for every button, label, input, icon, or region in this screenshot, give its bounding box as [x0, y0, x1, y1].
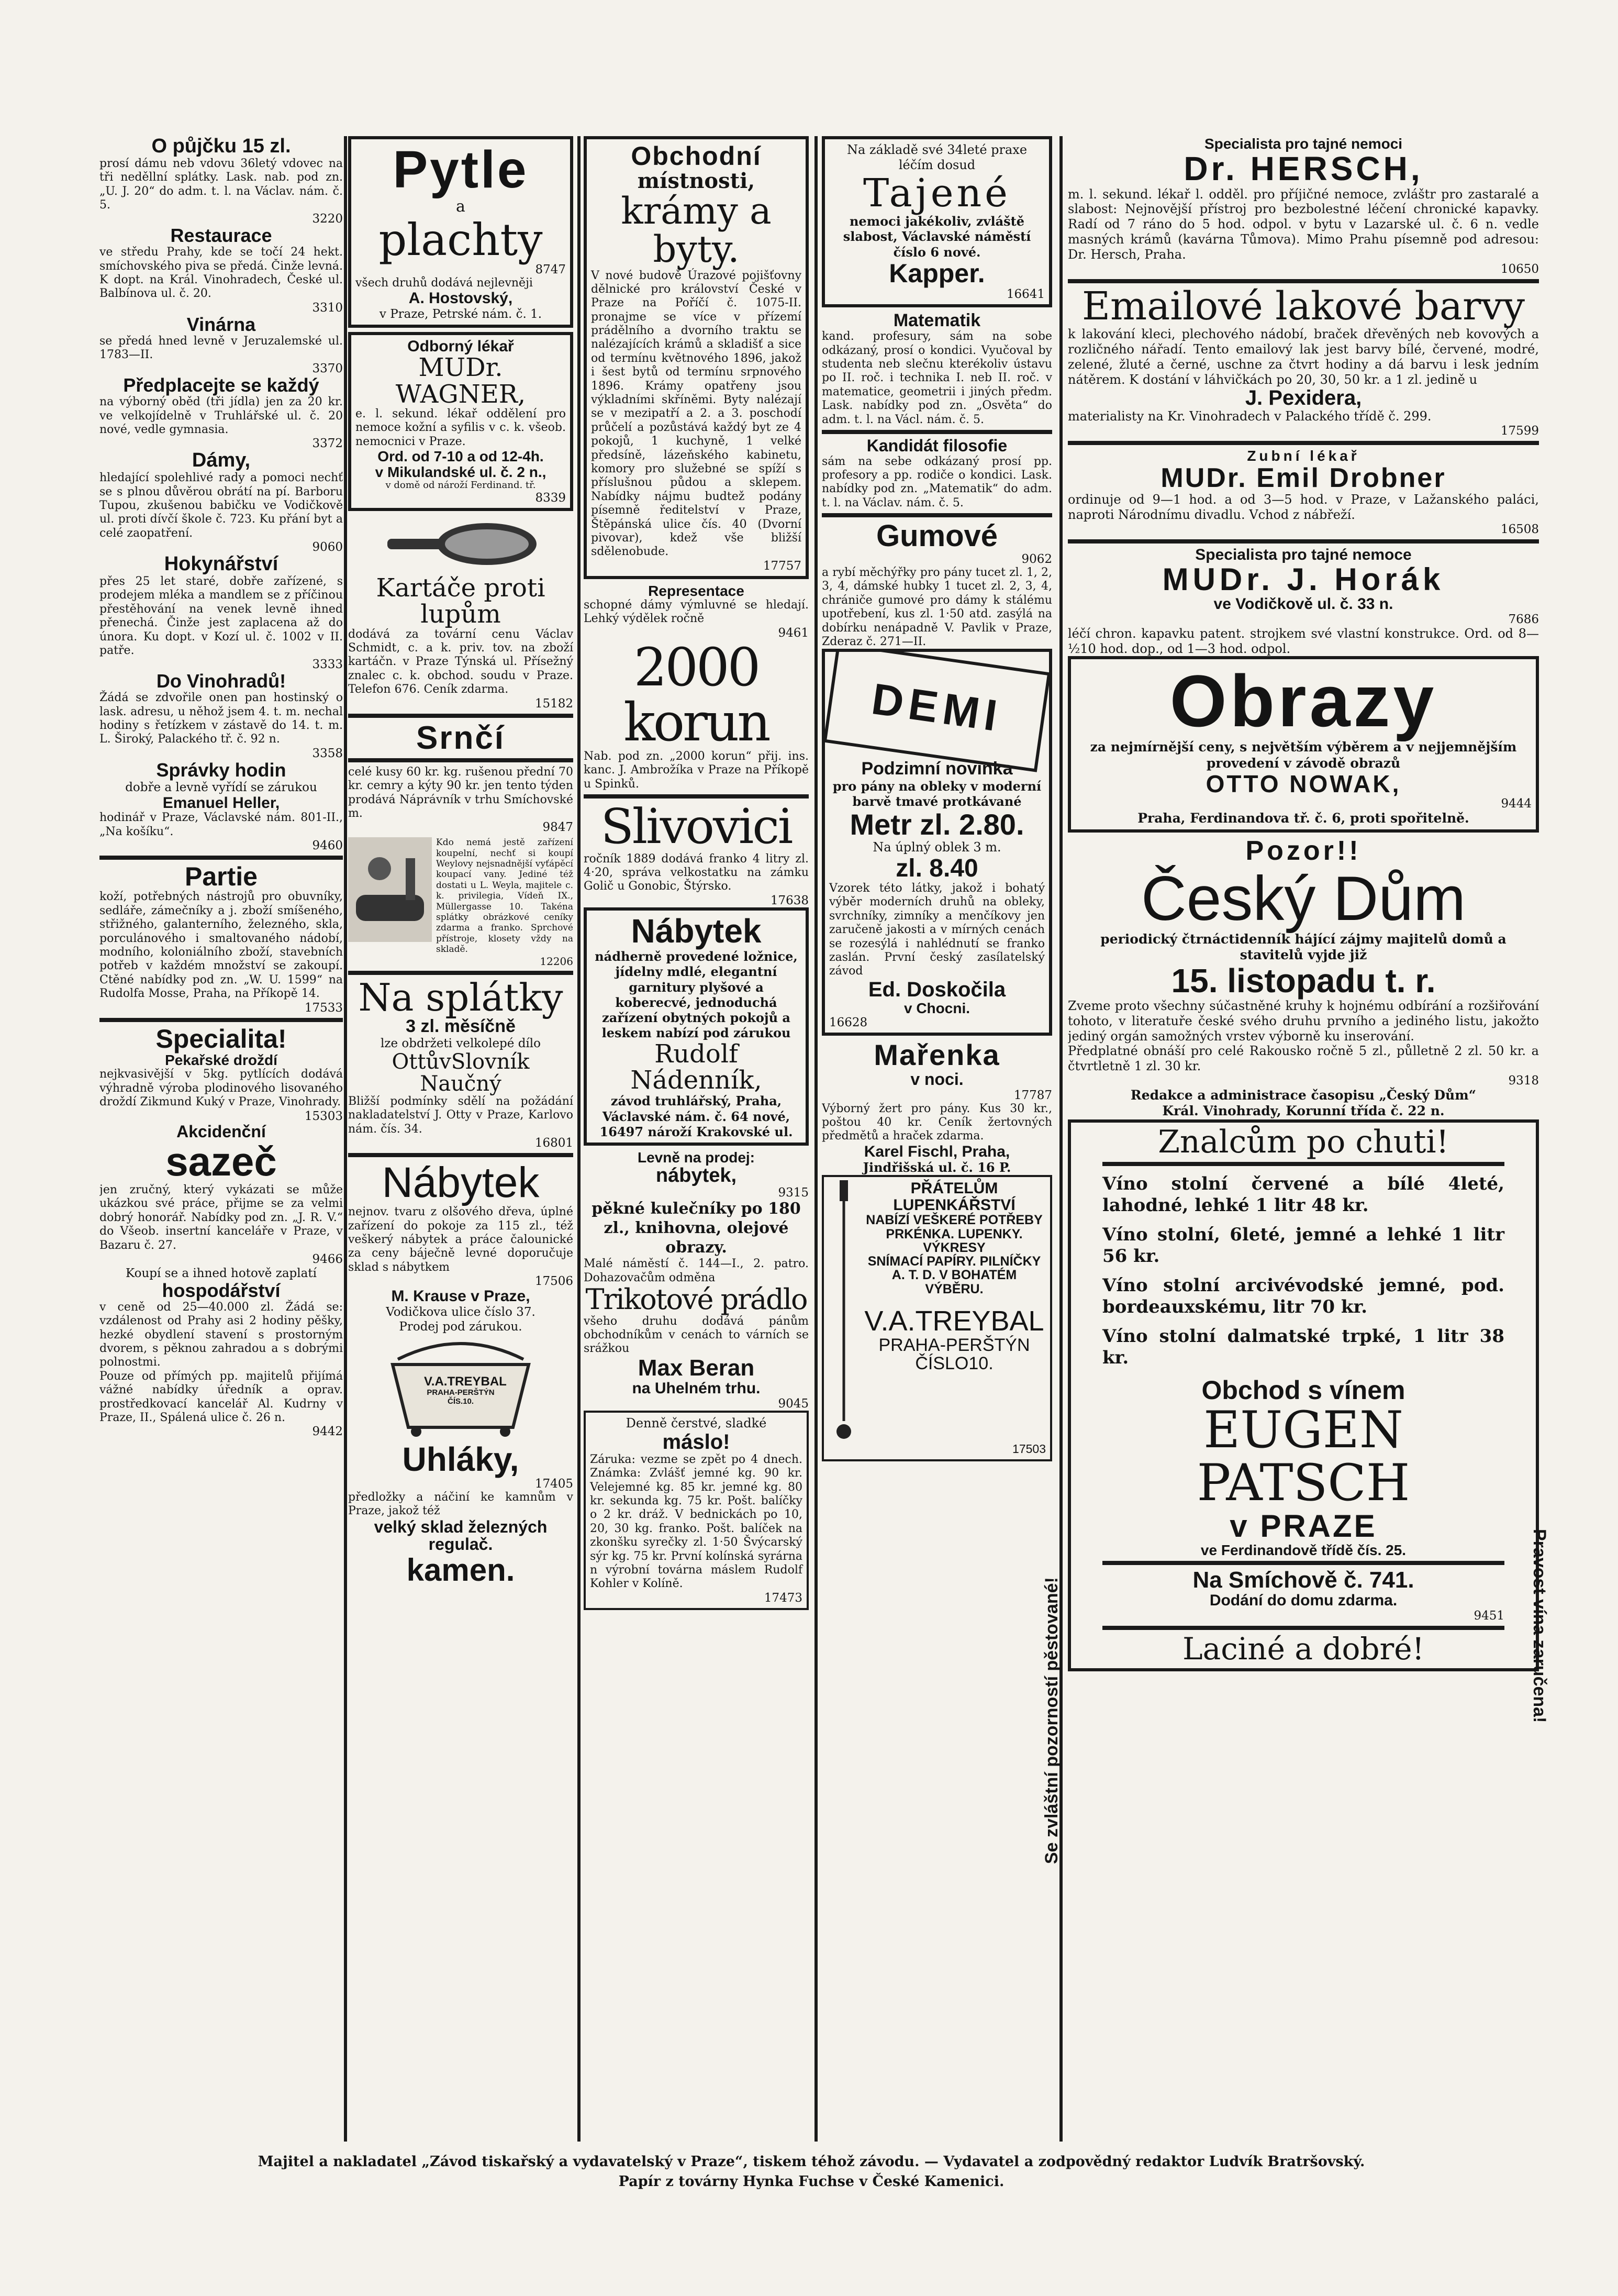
- ad-title: Emailové lakové barvy: [1081, 283, 1525, 329]
- ad-body: dodává za tovární cenu Václav Schmidt, c. a k. priv. tov. na zboží kartáčn. v Praze Týnská ul. Přísežný znalec c. k. obchod. soudu v Praze. Telefon 676. Ceník zdarma.: [348, 627, 573, 696]
- ad-pre: Pozor!!: [1245, 836, 1362, 867]
- ad-title-2: místnosti,: [637, 168, 755, 193]
- ad-number: 9062: [1021, 552, 1052, 566]
- ad-title: Nábytek: [631, 912, 762, 950]
- ad-name: Rudolf Nádenník,: [630, 1039, 762, 1095]
- ad-shops-flats: [584, 136, 809, 579]
- divider: [99, 1018, 343, 1022]
- column-3: [584, 136, 809, 2142]
- column-rule: [814, 136, 818, 2142]
- ad-number: 9847: [542, 820, 573, 835]
- ad-body: Nab. pod zn. „2000 korun“ přij. ins. kanc. J. Ambrožíka v Praze na Příkopě u Spinků.: [584, 749, 809, 791]
- ad-name: J. Pexidera,: [1245, 386, 1362, 410]
- ad-big-word: Tajené: [863, 170, 1011, 216]
- ad-body: na výborný oběd (tři jídla) jen za 20 kr. ve velkojídelně v Truhlářské ul. č. 20 nové, vedle gymnasia.: [99, 395, 343, 436]
- ad-installments: [348, 975, 573, 1150]
- ad-number: 15182: [534, 696, 573, 711]
- ad-delivery: Dodání do domu zdarma.: [1209, 1592, 1398, 1610]
- ad-body-2: materialisty na Kr. Vinohradech v Palackého třídě č. 299.: [1068, 409, 1432, 424]
- fret-name: V.A.TREYBAL: [864, 1305, 1044, 1337]
- ad-body-2: Na úplný oblek 3 m.: [873, 840, 1001, 855]
- ad-body: se předá hned levně v Jeruzalemské ul. 1783—II.: [99, 334, 343, 361]
- stamp-number: ČÍS.10.: [447, 1396, 474, 1406]
- ad-knitwear: [584, 1285, 809, 1411]
- ad-name: Emanuel Heller,: [162, 794, 280, 812]
- ad-body: hodinář v Praze, Václavské nám. 801-II., „Na košíku“.: [99, 811, 343, 838]
- coal-scuttle-illustration-icon: [377, 1338, 544, 1438]
- wine-item: Víno stolní arcivévodské jemné, pod. bordeauxskému, litr 70 kr.: [1102, 1274, 1504, 1318]
- stamp-name: V.A.TREYBAL: [424, 1374, 507, 1389]
- ad-body: předložky a náčiní ke kamnům v Praze, jakož též: [348, 1490, 573, 1518]
- ad-number: 3358: [312, 746, 343, 760]
- ad-body: pěkné kulečníky po 180 zl., knihovna, olejové obrazy.: [592, 1200, 801, 1257]
- ad-address: v Mikulandské ul. č. 2 n.,: [375, 463, 546, 480]
- ad-number: 7686: [1508, 612, 1539, 626]
- ad-big-word: sazeč: [165, 1138, 277, 1185]
- ad-body: ročník 1889 dodává franko 4 litry zl. 4·20, správa velkostatku na zámku Golič u Gonobic, Štýrsko.: [584, 852, 809, 893]
- ad-wine-bar: [99, 315, 343, 376]
- ad-address: Praha, Ferdinandova tř. č. 6, proti spořitelně.: [1137, 810, 1469, 826]
- ad-subtitle: Pekařské droždí: [165, 1052, 277, 1069]
- ad-pre: Specialista pro tajné nemoci: [1204, 136, 1403, 152]
- ad-title: Representace: [648, 582, 744, 599]
- ad-number: 3310: [312, 301, 343, 315]
- ad-and: a: [456, 197, 465, 216]
- ad-title: Obrazy: [1169, 660, 1437, 742]
- ad-big-word: Slivovici: [600, 798, 792, 855]
- ad-name: Ed. Doskočila: [868, 978, 1006, 1001]
- ad-number: 9318: [1508, 1073, 1539, 1088]
- fretsaw-icon: [828, 1180, 860, 1442]
- ad-number: 3220: [312, 212, 343, 226]
- ad-body: pro pány na obleky v moderní barvě tmavé protkávané: [832, 779, 1042, 809]
- fret-line: PRKÉNKA. LUPENKY. VÝKRESY: [886, 1226, 1023, 1255]
- imprint-footer: [157, 2152, 1466, 2192]
- divider: [1068, 441, 1539, 445]
- ad-address: ve Vodičkově ul. č. 33 n.: [1213, 595, 1393, 613]
- ad-watch-repair: [99, 760, 343, 852]
- ad-number: 8747: [535, 262, 566, 276]
- ad-title: Kandidát filosofie: [866, 436, 1008, 455]
- ad-enamel-paints: [1068, 283, 1539, 438]
- ad-big-word: 2000 korun: [623, 636, 769, 753]
- ad-title: Pytle: [393, 140, 529, 199]
- ad-number: 17503: [1012, 1442, 1046, 1456]
- ad-title: Do Vinohradů!: [156, 670, 286, 692]
- ad-body: jen zručný, který vykázati se může ukázkou své práce, přijme se za velmi dobrý honorář. Nabídky pod zn. „J. R. V.“ do Všeob. insertní kanceláře v Praze, v Bazaru č. 27.: [99, 1183, 343, 1252]
- ad-title: nábytek,: [655, 1164, 737, 1186]
- ad-number: 9315: [778, 1186, 809, 1200]
- demi-banner: [823, 649, 1051, 772]
- ad-title: Hokynářství: [164, 553, 278, 575]
- ad-pre: Specialista pro tajné nemoce: [1195, 546, 1412, 563]
- ad-vinohrady: [99, 671, 343, 760]
- ad-title: Český Dům: [1141, 863, 1466, 934]
- ad-number: 10650: [1500, 262, 1539, 276]
- wine-vertical-text-left: Se zvláštní pozorností pěstované!: [1042, 1577, 1062, 1864]
- ad-big-word: velký sklad železných regulač.: [374, 1517, 548, 1554]
- ad-number: 3372: [312, 437, 343, 451]
- ad-number: 9461: [778, 626, 809, 640]
- ad-yeast: [99, 1025, 343, 1123]
- ad-body: hledající spolehlivé rady a pomoci nechť se s plnou důvěrou obrátí na pí. Barboru Tupou, zkušenou babičku ve Vodičkově ul. proti dívčí škole č. 723. Ku přání byt a celé zaopatření.: [99, 471, 343, 540]
- ad-title: Nábytek: [382, 1159, 540, 1207]
- ad-address: Jindřišská ul. č. 16 P.: [863, 1160, 1011, 1175]
- ad-title: O půjčku 15 zl.: [151, 136, 291, 157]
- ad-sacks: [348, 136, 573, 328]
- ad-number: 12206: [540, 955, 573, 968]
- ad-number: 17599: [1500, 424, 1539, 438]
- ad-dr-hersch: [1068, 136, 1539, 276]
- ad-end: Laciné a dobré!: [1182, 1631, 1424, 1667]
- ad-title: Srnčí: [416, 719, 506, 756]
- ad-number: 17638: [770, 893, 809, 907]
- ad-body: přes 25 let staré, dobře zařízené, s prodejem mléka a mandlem se z příčinou přestěhování na venek levně ihned přenechá. Činže jest zaplacena až do února. Ku dopt. v Kozí ul. č. 1002 v II. patře.: [99, 575, 343, 658]
- ad-demi-cloth: [822, 649, 1052, 1036]
- column-4: [822, 136, 1052, 2142]
- ad-date: 15. listopadu t. r.: [1171, 961, 1436, 1000]
- column-5: [1068, 136, 1539, 2142]
- ad-title: Partie: [185, 861, 258, 891]
- ad-address: v Chocni.: [903, 1000, 970, 1016]
- ad-body: Žádá se zdvořile onen pan hostinský o lask. adresu, u něhož jsem 4. t. m. nechal hodiny s řetízkem v zástavě do 14. t. m. L. Široký, Palackého tř. č. 92 n.: [99, 691, 343, 746]
- ad-title: Kartáče proti lupům: [376, 573, 545, 629]
- fret-number: ČÍSLO10.: [915, 1354, 994, 1374]
- divider: [1102, 1162, 1504, 1166]
- ad-bathtub: [348, 837, 573, 955]
- ad-body-3: Předplatné obnáší pro celé Rakousko ročně 5 zl., půlletně 2 zl. 50 kr. a čtvrtletně 1 zl. 30 kr.: [1068, 1044, 1539, 1074]
- ad-subtitle: 3 zl. měsíčně: [406, 1016, 516, 1037]
- ad-body: nádherně provedené ložnice, jídelny mdlé, elegantní garnitury plyšové a koberecvé, jednoduchá zařízení obytných pokojů a leskem nabízí pod zárukou: [595, 949, 798, 1041]
- divider: [822, 513, 1052, 517]
- ad-big-word: DEMI: [868, 674, 1006, 741]
- ad-name: Kapper.: [889, 259, 985, 289]
- fret-line: PŘÁTELŮM LUPENKÁŘSTVÍ: [893, 1180, 1016, 1214]
- ad-2000-korun: [584, 636, 809, 791]
- ad-body-2: Bližší podmínky sdělí na požádání nakladatelství J. Otty v Praze, Karlovo nám. čís. 34.: [348, 1094, 573, 1136]
- ad-doctor-wagner: [348, 332, 573, 511]
- ad-number: 16801: [534, 1136, 573, 1150]
- brush-icon: [382, 515, 539, 573]
- ad-title: Mařenka: [874, 1038, 1000, 1072]
- ad-body-2: Pouze od přímých pp. majitelů přijímá vážné nabídky úředník a oprav. prostředkovací kancelář Al. Kudrny v Praze, II., Spálená ulice č. 26 n.: [99, 1369, 343, 1425]
- ad-body: celé kusy 60 kr. kg. rušenou přední 70 kr. cemry a kýty 90 kr. jen tento týden prodává Náprávník v trhu Smíchovské m.: [348, 765, 573, 820]
- ad-body: m. l. sekund. lékař l. odděl. pro příjičné nemoce, zvláštr pro zastaralé a slabost: Nejnovější přístroj pro bezbolestné léčení chronické kapavky. Radí od 7 ráno do 5 hod. odpol. v bytu v Lazarské ul. č. 6 n. vedle masných krámů (kavárna Tůmova). Mimo Prahu písemně pod adresou: Dr. Hersch, Praha.: [1068, 186, 1539, 262]
- ad-branch: Na Smíchově č. 741.: [1192, 1567, 1414, 1593]
- ad-philosophy-candidate: [822, 437, 1052, 510]
- ad-title: Trikotové prádlo: [585, 1283, 807, 1316]
- ad-subtitle: dobře a levně vyřídí se zárukou: [125, 780, 317, 794]
- ad-number: 17506: [534, 1274, 573, 1289]
- ad-body: V nové budově Úrazové pojišťovny dělnické pro království České v Praze na Poříčí č. 1075-II. pronajme se více v přízemí prádělního a dvorního traktu se nalézajících krámů a skladišť a sice od termínu květnového 1896, jakož i šest bytů od termínu srpnového 1896. Krámy opatřeny jsou výkladními skříněmi. Byty nalézají se v mezipatří a 2. a 3. poschodí průčelí a pozůstává každý byt ze 4 pokojů, 1 kuchyně, 1 velké předsíně, lázeňského kabinetu, komory pro služebné se spíží s příslušnou půdou a sklepem. Nabídky nájmu budtež podány písemně ředitelství v Praze, Štěpánská ulice čís. 40 (Dvorní pivovar), kdež vše bližší sdělenobude.: [591, 269, 801, 559]
- ad-body: kand. profesury, sám na sobe odkázaný, prosí o kondici. Vyučoval by studenta neb slečnu kterékoliv ústavu po II. roč. i technika I. neb II. roč. v matematice, geometrii i jiných předm. Lask. nabídky pod zn. „Osvěta“ do adm. t. l. na Václ. nám. č. 5.: [822, 330, 1052, 426]
- ad-number: 9460: [312, 838, 343, 852]
- ad-number: 9060: [312, 540, 343, 554]
- ad-title: MUDr. J. Horák: [1162, 562, 1445, 597]
- ad-number: 17405: [534, 1477, 573, 1491]
- imprint-line: Majitel a nakladatel „Závod tiskařský a vydavatelský v Praze“, tiskem téhož závodu. — Vydavatel a zodpovědný redaktor Ludvík Bratršovský.: [258, 2154, 1365, 2170]
- ad-furniture-nadennik: [584, 907, 809, 1146]
- ad-body: nemoci jakékoliv, zvláště slabost, Václavské náměstí číslo 6 nové.: [843, 214, 1031, 260]
- ad-number: 16641: [1006, 287, 1045, 301]
- ad-city: v PRAZE: [1230, 1508, 1377, 1544]
- ad-ladies: [99, 450, 343, 554]
- ad-name: OTTO NOWAK,: [1206, 770, 1401, 798]
- ad-title: Předplacejte se každý: [123, 374, 319, 396]
- ad-number: 17787: [1013, 1088, 1052, 1102]
- ad-body: e. l. sekund. lékař oddělení pro nemoce kožní a syfilis v c. k. všeob. nemocnici v Praze.: [355, 407, 566, 448]
- ad-farm: [99, 1266, 343, 1438]
- ad-number: 9045: [778, 1396, 809, 1411]
- ad-mathematician: [822, 312, 1052, 427]
- divider: [584, 794, 809, 798]
- ad-body: a rybí měchýřky pro pány tucet zl. 1, 2, 3, 4, dámské hubky 1 tucet zl. 2, 3, 4, chrániče gumové pro dámy k stálému upotřebení, kus zl. 1·50 atd. zasýlá na dobírku nenápadně V. Pavlik v Praze, Zderaz č. 271—II.: [822, 565, 1052, 648]
- ad-note: v domě od nároží Ferdinand. tř.: [385, 479, 536, 491]
- ad-title: Na splátky: [358, 975, 563, 1019]
- column-rule: [344, 136, 347, 2142]
- ad-title: Obchodní: [631, 141, 762, 171]
- ad-shop: Obchod s vínem: [1201, 1375, 1405, 1405]
- ad-address: Král. Vinohrady, Korunní třída č. 22 n.: [1162, 1103, 1445, 1119]
- ad-body: k lakování kleci, plechového nádobí, braček dřevěných neb kovových a rozličného nářadí. Tento emailový lak jest barvy bílé, červené, modré, zelené, žluté a černé, uschne za čtvrt hodiny a dá barvu i lesk jedním nátěrem. K dostání v láhvičkách po 20, 30, 50 kr. a 1 zl. jedině u: [1068, 327, 1539, 387]
- ad-title: MUDr. Emil Drobner: [1161, 462, 1446, 493]
- ad-number: 9451: [1474, 1609, 1504, 1623]
- ad-title: Znalcům po chuti!: [1158, 1123, 1449, 1160]
- divider: [348, 714, 573, 718]
- ad-address: na Uhelném trhu.: [632, 1380, 761, 1397]
- ad-body: schopné dámy výmluvné se hledají. Lehký výdělek ročně: [584, 598, 809, 626]
- ad-body: Výborný žert pro pány. Kus 30 kr., poštou 40 kr. Ceník žertovných předmětů a hraček zdarma.: [822, 1102, 1052, 1143]
- ad-fretwork-treybal: [822, 1175, 1052, 1461]
- ad-body: ve středu Prahy, kde se točí 24 hekt. smíchovského piva se předá. Činže levná. K dopt. na Král. Vinohradech, České ul. Balbínova ul. č. 20.: [99, 246, 343, 301]
- ad-big-word: OttůvSlovník Naučný: [392, 1049, 530, 1096]
- ad-hours: Ord. od 7-10 a od 12-4h.: [377, 448, 544, 465]
- ad-address: v Praze, Petrské nám. č. 1.: [379, 307, 542, 321]
- ad-title: Správky hodin: [156, 759, 286, 781]
- ad-wine-patsch: [1068, 1119, 1539, 1671]
- ad-name: M. Krause v Praze,: [391, 1288, 530, 1305]
- ad-marenka: [822, 1040, 1052, 1175]
- ad-title: Gumové: [876, 519, 998, 553]
- ad-number: 17533: [304, 1001, 343, 1015]
- ad-pre: Denně čerstvé, sladké: [626, 1415, 767, 1430]
- ad-title: Dr. HERSCH,: [1184, 150, 1423, 188]
- ad-number: 9442: [312, 1425, 343, 1439]
- ad-representation: [584, 583, 809, 640]
- ad-obrazy-nowak: [1068, 656, 1539, 833]
- ad-venison: [348, 714, 573, 835]
- ad-name: Max Beran: [638, 1355, 755, 1381]
- ad-slivovice: [584, 798, 809, 907]
- ad-price-2: zl. 8.40: [896, 854, 978, 882]
- ad-body: Kdo nemá jestě zařízení koupelní, nechť si koupí Weylovy nejsnadnější vyťápěcí koupací vany. Jediné též dostati u L. Weyla, majitele c. k. privilegia, Vídeň IX., Müllergasse 10. Takéna splátky obrázkové ceníky zdarma a franko. Sprchové přístroje, klosety vždy na skladě.: [436, 837, 573, 955]
- wine-item: Víno stolní červené a bílé 4leté, lahodné, lehké 1 litr 48 kr.: [1102, 1173, 1504, 1216]
- ad-body: prosí dámu neb vdovu 36letý vdovec na tři neděllní splátky. Lask. nab. pod zn. „U. J. 20“ do adm. t. l. na Václav. nám. č. 5.: [99, 157, 343, 212]
- stamp-place: PRAHA-PERŠTÝN: [427, 1388, 495, 1397]
- ad-name: EUGEN PATSCH: [1197, 1401, 1410, 1513]
- ad-secret-diseases-kapper: [822, 136, 1052, 307]
- ad-price: Metr zl. 2.80.: [850, 807, 1024, 841]
- ad-body: sám na sebe odkázaný prosí pp. profesory a pp. rodiče o kondici. Lask. nabídky pod zn. „Matematik“ do adm. t. l. na Václav. nám. č. 5.: [822, 454, 1052, 509]
- ad-subtitle: v noci.: [910, 1069, 964, 1089]
- ad-title-2: plachty: [378, 214, 543, 265]
- column-rule: [577, 136, 581, 2142]
- ad-number: 17757: [763, 559, 801, 573]
- divider: [348, 1153, 573, 1157]
- ad-address: Vodičkova ulice číslo 37.: [386, 1305, 535, 1319]
- ad-number: 16508: [1500, 522, 1539, 536]
- ad-number: 9444: [1501, 796, 1532, 811]
- ad-body: ordinuje od 9—1 hod. a od 3—5 hod. v Praze, v Lažanského paláci, naproti Národnímu divadlu. Vchod z nábřeží.: [1068, 492, 1539, 523]
- fret-line: A. T. D. V BOHATÉM VÝBĚRU.: [891, 1268, 1017, 1296]
- ad-end: kamen.: [406, 1552, 515, 1588]
- ad-coal-scuttles: [348, 1338, 573, 1587]
- divider: [1068, 279, 1539, 283]
- ad-name: MUDr. WAGNER,: [395, 353, 526, 409]
- divider: [348, 758, 573, 762]
- ad-title: máslo!: [662, 1430, 730, 1454]
- ad-cesky-dum: [1068, 837, 1539, 1119]
- ad-address: ve Ferdinandově třídě čís. 25.: [1200, 1541, 1407, 1558]
- ad-body-4: Redakce a administrace časopisu „Český Dům“: [1130, 1087, 1477, 1103]
- ad-number: 15303: [304, 1109, 343, 1123]
- wine-item: Víno stolní, 6leté, jemné a lehké 1 litr 56 kr.: [1102, 1224, 1504, 1267]
- ad-lunch: [99, 375, 343, 450]
- ad-title: Specialita!: [155, 1024, 287, 1053]
- ad-title: Uhláky,: [402, 1440, 519, 1478]
- ad-number: 3333: [312, 658, 343, 672]
- ad-title: Vinárna: [186, 313, 256, 335]
- ad-number: 8339: [535, 491, 566, 505]
- ad-brushes: [348, 515, 573, 711]
- ad-body: nejnov. tvaru z olšového dřeva, úplné zařízení do pokoje za 115 zl., též veškerý nábytek a práce čalounické za ceny báječně levné doporučuje sklad s nábytkem: [348, 1205, 573, 1274]
- column-2: [348, 136, 573, 2142]
- divider: [1102, 1561, 1504, 1565]
- ad-body: léčí chron. kapavku patent. strojkem své vlastní konstrukce. Ord. od 8—½10 hod. dop., od 1—3 hod. odpol.: [1068, 626, 1539, 656]
- fret-place: PRAHA-PERŠTÝN: [878, 1335, 1030, 1355]
- ad-number: 9466: [312, 1252, 343, 1267]
- ad-body: v ceně od 25—40.000 zl. Žádá se: vzdálenost od Prahy asi 2 hodiny pěšky, hezké obydlení stavení s prostorným dvorem, s pěknou zahradou a s dobrými polnostmi.: [99, 1300, 343, 1369]
- fret-line: NABÍZÍ VEŠKERÉ POTŘEBY: [866, 1213, 1043, 1228]
- ad-dentist-drobner: [1068, 448, 1539, 536]
- wine-vertical-text-right: Pravost vína zaručena!: [1530, 1529, 1549, 1723]
- ad-title: Dámy,: [192, 449, 251, 472]
- divider: [99, 856, 343, 860]
- ad-rubber: [822, 520, 1052, 649]
- ad-number: 17473: [764, 1591, 802, 1605]
- divider: [1102, 1626, 1504, 1630]
- ad-address: závod truhlářský, Praha, Václavské nám. č. 64 nové, 16497 nároží Krakovské ul.: [599, 1093, 793, 1139]
- divider: [1068, 539, 1539, 544]
- ad-title-3: krámy a byty.: [621, 189, 772, 271]
- ad-title: Matematik: [893, 310, 981, 330]
- ad-body: koží, potřebných nástrojů pro obuvníky, sedláře, zámečníky a j. zboží smíšeného, střižného, galanterního, železného, skla, porculánového i smaltovaného nádobí, modního, koloniálního zboží, stavebních potřeb v každém množství se zakoupí. Ctěné nabídky pod zn. „W. U. 1599“ na Rudolfa Mosse, Praha, na Příkopě 14.: [99, 890, 343, 1001]
- ad-body: lze obdržeti velkolepé dílo: [381, 1036, 541, 1050]
- ad-pre: Odborný lékař: [407, 337, 514, 355]
- ad-pre: Koupí se a ihned hotově zaplatí: [126, 1267, 317, 1281]
- ad-body: periodický čtrnáctidenník hájící zájmy majitelů domů a stavitelů vyjde již: [1100, 931, 1507, 963]
- ad-billiards: [584, 1150, 809, 1285]
- ad-pre: Levně na prodej:: [637, 1149, 755, 1166]
- ad-title: hospodářství: [162, 1280, 281, 1302]
- ad-typesetter: [99, 1123, 343, 1266]
- ad-body: za nejmírnější ceny, s největším výběrem a v nejjemnějším provedení v závodě obrazů: [1090, 739, 1517, 771]
- ad-dr-horak: [1068, 547, 1539, 657]
- imprint-line: Papír z továrny Hynka Fuchse v České Kamenici.: [618, 2173, 1005, 2190]
- ad-name: A. Hostovský,: [408, 290, 513, 307]
- ad-butter: [584, 1411, 809, 1610]
- ad-name: Karel Fischl, Praha,: [864, 1143, 1010, 1160]
- ad-partie: [99, 863, 343, 1015]
- ad-body: všeho druhu dodává pánům obchodníkům v cenách to várních se srážkou: [584, 1314, 809, 1356]
- fret-line: SNÍMACÍ PAPÍRY. PILNÍČKY: [867, 1254, 1041, 1269]
- ad-body-2: Zveme proto všechny súčastněné kruhy k hojnému odbírání a rozšiřování tohoto, v literatuře české svého druhu prvního a jediného listu, jakožto jediný orgán samožných vrstev výborně ku inserování.: [1068, 998, 1539, 1044]
- bathtub-illustration-icon: [348, 837, 432, 942]
- column-1: [99, 136, 343, 2142]
- ad-loan: [99, 136, 343, 226]
- ad-furniture-krause: [348, 1160, 573, 1334]
- ad-body-2: Malé náměstí č. 144—I., 2. patro. Dohazovačům odměna: [584, 1257, 809, 1284]
- divider: [822, 430, 1052, 434]
- ad-number: 3370: [312, 362, 343, 376]
- ad-body: všech druhů dodává nejlevněji: [355, 276, 533, 290]
- ad-title: Podzimní novinka: [861, 759, 1013, 779]
- ad-grocery: [99, 554, 343, 671]
- ad-title: Akcidenční: [176, 1122, 266, 1141]
- ad-number: 16628: [829, 1016, 868, 1030]
- ad-note: Prodej pod zárukou.: [399, 1319, 522, 1334]
- ad-body: nejkvasivější v 5kg. pytlících dodává výhradně výroba plodinového lisovaného droždí Zikmund Kuký v Praze, Vinohrady.: [99, 1068, 343, 1109]
- divider: [348, 971, 573, 975]
- ad-title: Restaurace: [170, 225, 272, 247]
- wine-item: Víno stolní dalmatské trpké, 1 litr 38 kr.: [1102, 1325, 1504, 1369]
- ad-body-3: Vzorek této látky, jakož i bohatý výběr moderních druhů na obleky, svrchníky, zimníky a menčíkovy jen zaručeně jakosti a v mírných cenách se rozesýlá i nahlédnutí se franko zaslán. První český zasílatelský závod: [829, 882, 1045, 978]
- ad-pre: Na základě své 34leté praxe léčím dosud: [846, 142, 1028, 173]
- ad-restaurant: [99, 226, 343, 314]
- ad-pre: Zubní lékař: [1247, 448, 1360, 464]
- ad-body: Záruka: vezme se zpět po 4 dnech. Známka: Zvlášť jemné kg. 90 kr. Velejemné kg. 85 kr. jemné kg. 80 kr. sekunda kg. 75 kr. Pošt. balíčky o 2 kr. dráž. V bednickách po 10, 20, 30 kg. franko. Pošt. balíček na zkonšku syrečky zl. 1·50 Švýcarský sýr kg. 75 kr. První kolínská syrárna n výrobní továrna máslem Rudolf Kohler v Kolíně.: [590, 1452, 802, 1591]
